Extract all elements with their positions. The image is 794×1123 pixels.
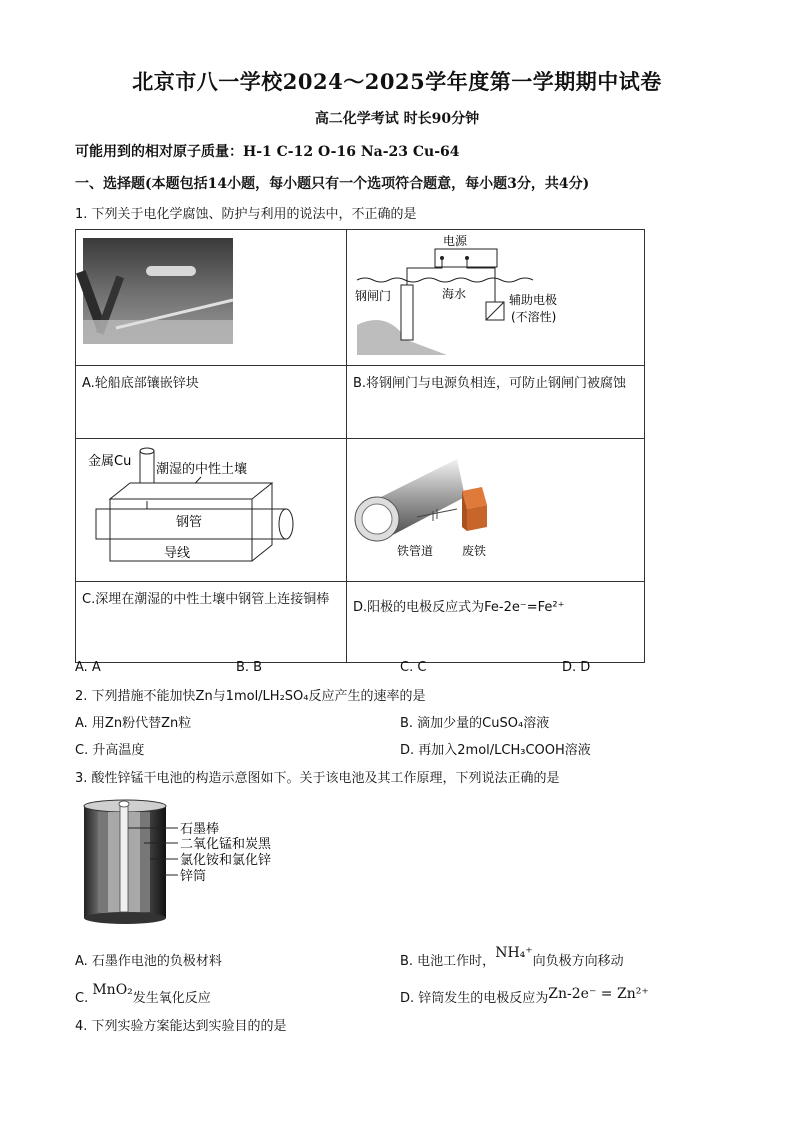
q3-option-a: A. 石墨作电池的负极材料	[75, 954, 222, 969]
q2-stem: 2. 下列措施不能加快Zn与1mol/LH₂SO₄反应产生的速率的是	[75, 689, 426, 704]
q1-cell-c-image	[76, 439, 347, 582]
aux-label: 辅助电极	[509, 293, 558, 307]
q1-cell-d-image	[347, 439, 645, 582]
q1-option-a: A. A	[75, 660, 101, 675]
mno2-carbon-label: 二氧化锰和炭黑	[180, 837, 272, 852]
q1-cell-a-image	[76, 230, 347, 366]
zinc-can-label: 锌筒	[180, 869, 207, 884]
wire-label: 导线	[164, 546, 191, 561]
q3-option-b	[400, 945, 624, 969]
zinc-equation: Zn-2e⁻ = Zn²⁺	[548, 986, 649, 1002]
q3-stem: 3. 酸性锌锰干电池的构造示意图如下。关于该电池及其工作原理，下列说法正确的是	[75, 771, 560, 786]
seawater-label: 海水	[442, 287, 467, 301]
insoluble-label: (不溶性)	[511, 310, 557, 324]
q1-option-d: D. D	[562, 660, 591, 675]
q3-option-c-pre: C.	[75, 991, 93, 1006]
page-title: 北京市八一学校2024～2025学年度第一学期期中试卷	[132, 69, 662, 94]
iron-pipe-diagram	[347, 439, 644, 577]
ship-hull-photo	[76, 230, 346, 361]
q1-cell-a-text: A.轮船底部镶嵌锌块	[76, 366, 347, 439]
q2-option-d: D. 再加入2mol/LCH₃COOH溶液	[400, 743, 591, 758]
pipe-label: 钢管	[176, 515, 203, 530]
nh4cl-zncl2-label: 氯化铵和氯化锌	[180, 853, 272, 868]
q2-option-a: A. 用Zn粉代替Zn粒	[75, 716, 192, 731]
ammonium-ion: NH₄⁺	[495, 945, 533, 961]
q3-option-b-pre: B. 电池工作时，	[400, 954, 496, 969]
atomic-masses: 可能用到的相对原子质量：H-1 C-12 O-16 Na-23 Cu-64	[75, 144, 460, 160]
q3-option-c	[75, 982, 211, 1006]
q1-option-b: B. B	[236, 660, 263, 675]
scrap-iron-label: 废铁	[462, 544, 487, 558]
steel-gate-diagram	[347, 230, 644, 361]
q1-option-c: C. C	[400, 660, 427, 675]
q1-cell-b-image	[347, 230, 645, 366]
q1-cell-d-text: D.阳极的电极反应式为Fe-2e⁻=Fe²⁺	[347, 582, 645, 663]
buried-pipe-diagram	[76, 439, 346, 577]
q2-option-c: C. 升高温度	[75, 743, 145, 758]
dry-battery-diagram	[80, 798, 310, 928]
q3-option-c-post: 发生氧化反应	[132, 991, 211, 1006]
q3-option-d	[400, 987, 649, 1006]
q4-stem: 4. 下列实验方案能达到实验目的的是	[75, 1019, 287, 1034]
q3-option-d-pre: D. 锌筒发生的电极反应为	[400, 991, 549, 1006]
graphite-rod-label: 石墨棒	[180, 822, 220, 837]
mno2-formula: MnO₂	[92, 982, 133, 998]
page-subtitle: 高二化学考试 时长90分钟	[314, 111, 480, 127]
iron-pipe-label: 铁管道	[397, 544, 434, 558]
q1-cell-c-text: C.深埋在潮湿的中性土壤中钢管上连接铜棒	[76, 582, 347, 663]
gate-label: 钢闸门	[355, 289, 392, 303]
q1-table	[75, 229, 645, 663]
q2-option-b: B. 滴加少量的CuSO₄溶液	[400, 716, 550, 731]
metal-cu-label: 金属Cu	[88, 454, 132, 469]
soil-label: 潮湿的中性土壤	[156, 462, 248, 477]
power-label: 电源	[443, 234, 468, 248]
q3-option-b-post: 向负极方向移动	[532, 954, 624, 969]
q1-cell-b-text: B.将钢闸门与电源负相连，可防止钢闸门被腐蚀	[347, 366, 645, 439]
q1-stem: 1. 下列关于电化学腐蚀、防护与利用的说法中，不正确的是	[75, 207, 417, 222]
section-heading: 一、选择题(本题包括14小题，每小题只有一个选项符合题意，每小题3分，共4分)	[75, 176, 590, 192]
